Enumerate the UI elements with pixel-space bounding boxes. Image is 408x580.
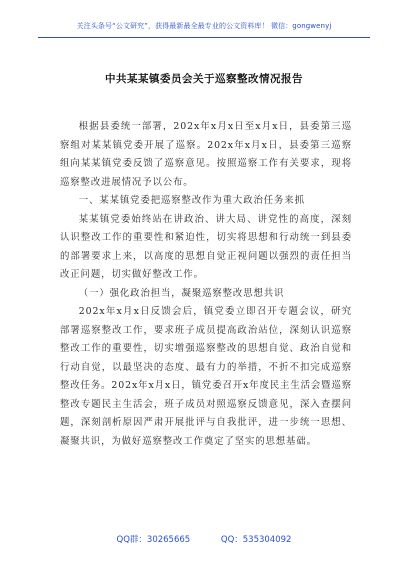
paragraph-subsection-1: 202x年x月x日反馈会后，镇党委立即召开专题会议，研究部署巡察整改工作，要求班子成员提高政治站位，深刻认识巡察整改工作的重要性，切实增强巡察整改的思想自觉、政治自觉和行动自觉，以最坚决的态度、最有力的举措，不折不扣完成巡察整改任务。202x年x月x日，镇党委召开x年度民主生活会暨巡察整改专题民主生活会，班子成员对照巡察反馈意见，深入查摆问题，深刻剖析原因严肃开展批评与自我批评，进一步统一思想、凝聚共识，为做好巡察整改工作奠定了坚实的思想基础。 [60, 306, 352, 447]
footer-contact [0, 533, 408, 545]
footer-qq: QQ：535304092 [220, 535, 292, 545]
paragraph-intro: 根据县委统一部署，202x年x月x日至x月x日，县委第三巡察组对某某镇党委开展了巡察。202x年x月x日，县委第三巡察组向某某镇党委反馈了巡察意见。按照巡察工作有关要求，现将巡察整改进展情况予以公布。 [60, 121, 352, 188]
section-heading-1: 一、某某镇党委把巡察整改作为重大政治任务来抓 [78, 195, 305, 206]
document-title: 中共某某镇委员会关于巡察整改情况报告 [105, 73, 303, 85]
header-banner: 关注头条号“公文研究”，获得最新最全最专业的公文资料库！ 微信：gongwenyj [76, 22, 332, 30]
subsection-heading-1: （一）强化政治担当，凝聚巡察整改思想共识 [78, 287, 285, 299]
paragraph-section-1: 某某镇党委始终站在讲政治、讲大局、讲党性的高度，深刻认识整改工作的重要性和紧迫性，切实将思想和行动统一到县委的部署要求上来，以高度的思想自觉正视问题以强烈的责任担当改正问题，切实做好整改工作。 [60, 213, 352, 280]
document-body [60, 118, 352, 451]
header-divider [38, 37, 370, 38]
footer-qq-group: QQ群：30265665 [116, 535, 191, 545]
